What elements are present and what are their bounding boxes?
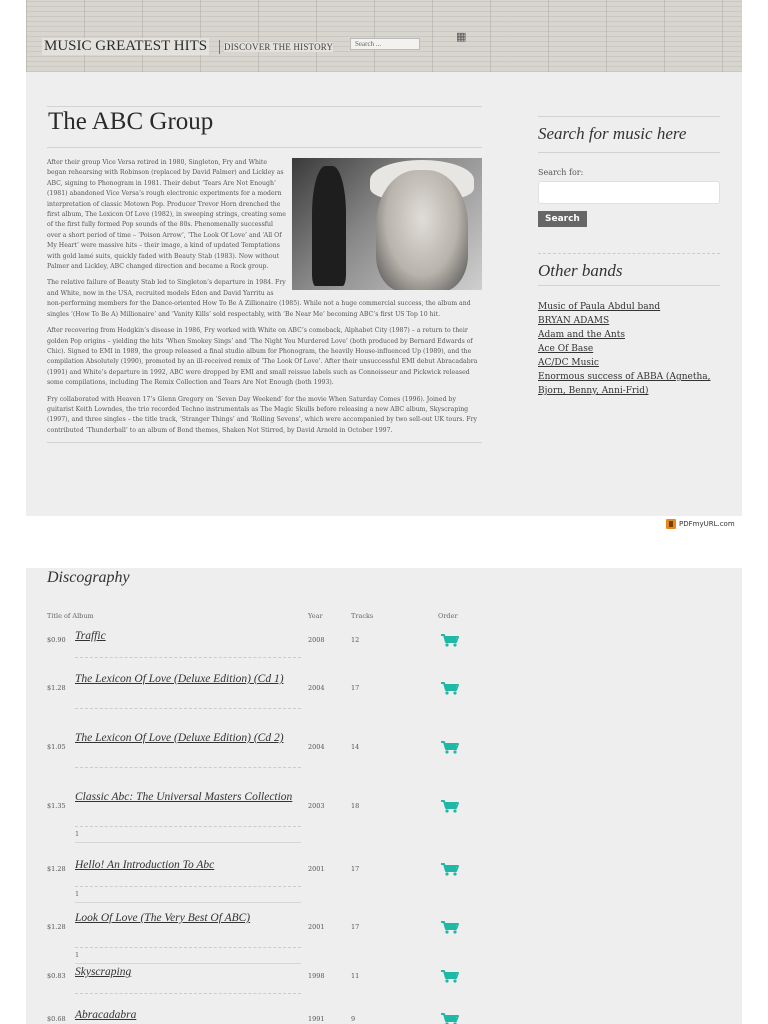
- sidebar: [538, 116, 720, 398]
- search-heading: Search for music here: [538, 124, 687, 143]
- band-link[interactable]: Music of Paula Abdul band: [538, 302, 661, 312]
- pdfmyurl-badge[interactable]: [666, 519, 735, 529]
- pdf-icon: [666, 519, 676, 529]
- site-tagline: DISCOVER THE HISTORY: [224, 42, 334, 52]
- row-divider: [75, 902, 301, 903]
- row-divider: [75, 963, 301, 964]
- article-paragraph: Fry collaborated with Heaven 17’s Glenn Gregory on ‘Seven Day Weekend’ for the movie When Saturday Comes (1996). Joined by guitarist Keith Lowndes, the trio recorded Techno instrumentals as The Magic Skulls before releasing a new ABC album, Skyscraping (1997), and three singles – the title track, ‘Stranger Things’ and ‘Rolling Sevens’, which were accompanied by two sell-out UK tours. Fry contributed ‘Thunderball’ to an album of Bond themes, Shaken Not Stirred, by David Arnold in October 1997.: [47, 395, 478, 434]
- article-paragraph: After recovering from Hodgkin’s disease in 1986, Fry worked with White on ABC’s comeback, Alphabet City (1987) – a return to their golden Pop origins – yielding the hits ‘When Smokey Sings’ and ‘The Night You Murdered Love’ (both produced by Bernard Edwards of Chic). Signed to EMI in 1989, the group released a final studio album for Phonogram, the heavily House-influenced Up (1989), and the compilation Absolutely (1990), promoted by an ill-received remix of ‘The Look Of Love’. After their unsuccessful EMI debut Abracadabra (1991) and White’s departure in 1992, ABC were dropped by EMI and small reissue labels such as Connoisseur and Pickwick released some compilations, including The Remix Collection and Tears Are Not Enough (both 1993).: [47, 327, 478, 387]
- column-header-tracks: Tracks: [351, 612, 374, 620]
- row-divider: [75, 842, 301, 843]
- album-price: $0.83: [47, 972, 66, 980]
- order-cart-icon[interactable]: [440, 920, 460, 934]
- row-divider: [75, 993, 301, 994]
- column-header-title: Title of Album: [47, 612, 94, 620]
- band-link[interactable]: Enormous success of ABBA (Agnetha, Bjorn, Benny, Anni-Frid): [538, 372, 711, 396]
- album-title-link[interactable]: Traffic: [75, 630, 106, 642]
- album-tracks: 11: [351, 972, 360, 980]
- column-header-order: Order: [438, 612, 458, 620]
- search-input[interactable]: [538, 181, 720, 204]
- row-divider: [75, 886, 301, 887]
- band-link[interactable]: BRYAN ADAMS: [538, 316, 610, 326]
- article-body: [47, 158, 482, 436]
- order-cart-icon[interactable]: [440, 681, 460, 695]
- sidebar-divider: [538, 285, 720, 286]
- album-price: $1.28: [47, 684, 66, 692]
- band-link[interactable]: Ace Of Base: [538, 344, 594, 354]
- band-link[interactable]: AC/DC Music: [538, 358, 599, 368]
- header-banner: [26, 0, 742, 72]
- article-paragraph: After their group Vice Versa retired in 1980, Singleton, Fry and White began rehearsing with Robinson (replaced by David Palmer) and Lickley as ABC, signing to Phonogram in 1981. Their debut ‘Tears Are Not Enough’ (1981) abandoned Vice Versa’s rough electronic experiments for a modern interpretation of classic Motown Pop. Producer Trevor Horn drenched the first album, The Lexicon Of Love (1982), in sweeping strings, creating some of the first fully formed Pop sounds of the 80s. Phenomenally successful over a short period of time – ‘Poison Arrow’, ‘The Look Of Love’ and ‘All Of My Heart’ were massive hits – their image, a kind of updated Temptations with gold lamé suits, quickly faded with Beauty Stab (1983). Now without Palmer and Lickley, ABC changed direction and became a Rock group.: [47, 159, 286, 271]
- row-divider: [75, 947, 301, 948]
- album-disc-number: 1: [75, 951, 80, 959]
- album-price: $1.28: [47, 923, 66, 931]
- order-cart-icon[interactable]: [440, 740, 460, 754]
- order-cart-icon[interactable]: [440, 969, 460, 983]
- album-title-link[interactable]: The Lexicon Of Love (Deluxe Edition) (Cd 2): [75, 732, 284, 744]
- album-price: $0.68: [47, 1015, 66, 1023]
- row-divider: [75, 657, 301, 658]
- search-button[interactable]: Search: [538, 211, 587, 227]
- bands-list: [538, 300, 720, 398]
- order-cart-icon[interactable]: [440, 862, 460, 876]
- album-title-link[interactable]: The Lexicon Of Love (Deluxe Edition) (Cd 1): [75, 673, 284, 685]
- order-cart-icon[interactable]: [440, 799, 460, 813]
- album-year: 1998: [308, 972, 325, 980]
- album-tracks: 18: [351, 802, 360, 810]
- article-paragraph: The relative failure of Beauty Stab led to Singleton’s departure in 1984. Fry and White, now in the USA, recruited models Eden and David Yarritu as non-performing members for the Dance-oriented How To Be A Zillionaire (1985). While not a huge commercial success, the album and singles ‘(How To Be A) Millionaire’ and ‘Vanity Kills’ sold respectably, with ‘Be Near Me’ becoming ABC’s first US Top 10 hit.: [47, 279, 471, 318]
- album-title-link[interactable]: Look Of Love (The Very Best Of ABC): [75, 912, 251, 924]
- article: [47, 106, 482, 443]
- discography-panel: [26, 568, 742, 1024]
- album-tracks: 9: [351, 1015, 356, 1023]
- band-link[interactable]: Adam and the Ants: [538, 330, 625, 340]
- album-price: $1.28: [47, 865, 66, 873]
- album-disc-number: 1: [75, 830, 80, 838]
- album-title-link[interactable]: Skyscraping: [75, 966, 132, 978]
- sidebar-divider: [538, 152, 720, 153]
- album-price: $1.05: [47, 743, 66, 751]
- band-photo: [292, 158, 482, 290]
- search-label: Search for:: [538, 168, 584, 177]
- album-tracks: 17: [351, 923, 360, 931]
- bands-heading: Other bands: [538, 261, 623, 280]
- album-tracks: 12: [351, 636, 360, 644]
- discography-heading: Discography: [47, 569, 130, 586]
- album-year: 2004: [308, 684, 325, 692]
- album-year: 2008: [308, 636, 325, 644]
- order-cart-icon[interactable]: [440, 1012, 460, 1024]
- row-divider: [75, 767, 301, 768]
- album-price: $1.35: [47, 802, 66, 810]
- logo-divider: [219, 40, 220, 54]
- article-divider-bottom: [47, 442, 482, 443]
- album-tracks: 14: [351, 743, 360, 751]
- page-title: The ABC Group: [48, 108, 214, 135]
- title-divider-top: [47, 106, 482, 107]
- row-divider: [75, 826, 301, 827]
- album-title-link[interactable]: Abracadabra: [75, 1009, 137, 1021]
- album-year: 2001: [308, 923, 325, 931]
- album-price: $0.90: [47, 636, 66, 644]
- row-divider: [75, 708, 301, 709]
- title-divider-bottom: [47, 147, 482, 148]
- banner-newsprint-decoration: ▦: [456, 30, 467, 43]
- column-header-year: Year: [308, 612, 323, 620]
- album-title-link[interactable]: Hello! An Introduction To Abc: [75, 859, 215, 871]
- album-year: 2003: [308, 802, 325, 810]
- album-disc-number: 1: [75, 890, 80, 898]
- site-title[interactable]: MUSIC GREATEST HITS: [44, 38, 208, 54]
- album-tracks: 17: [351, 865, 360, 873]
- order-cart-icon[interactable]: [440, 633, 460, 647]
- album-year: 1991: [308, 1015, 325, 1023]
- album-title-link[interactable]: Classic Abc: The Universal Masters Collection: [75, 791, 293, 803]
- album-year: 2001: [308, 865, 325, 873]
- header-search-input[interactable]: Search ...: [350, 38, 420, 50]
- album-tracks: 17: [351, 684, 360, 692]
- pdfmyurl-label: PDFmyURL.com: [679, 520, 735, 528]
- album-year: 2004: [308, 743, 325, 751]
- main-content-panel: [26, 72, 742, 516]
